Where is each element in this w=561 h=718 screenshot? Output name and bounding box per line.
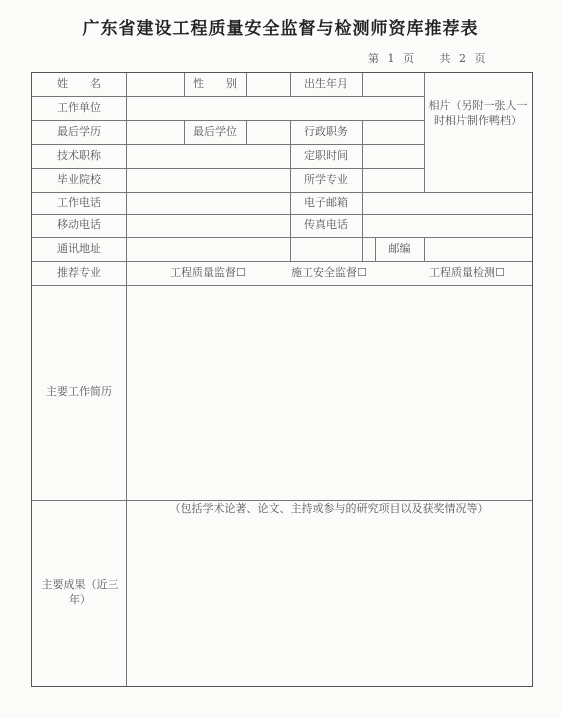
label-mobile: 移动电话 — [57, 218, 101, 232]
option-quality-supervision-label: 工程质量监督 — [170, 265, 237, 279]
address-field[interactable] — [126, 237, 375, 261]
label-education: 最后学历 — [57, 124, 101, 138]
mobile-field[interactable] — [126, 214, 290, 237]
label-title-time: 定职时间 — [304, 148, 348, 162]
label-recommend-major: 推荐专业 — [57, 265, 101, 279]
name-field[interactable] — [126, 73, 184, 96]
label-email: 电子邮箱 — [304, 195, 348, 209]
option-safety-supervision-label: 施工安全监督 — [291, 265, 358, 279]
checkbox-safety-supervision[interactable]: ☐ — [357, 265, 367, 279]
school-field[interactable] — [126, 168, 290, 192]
option-quality-supervision[interactable] — [144, 261, 272, 285]
label-resume: 主要工作简历 — [46, 385, 112, 399]
birth-field[interactable] — [362, 73, 424, 96]
resume-field[interactable] — [126, 285, 532, 500]
email-field[interactable] — [362, 192, 532, 214]
label-tech-title: 技术职称 — [57, 148, 101, 162]
label-school: 毕业院校 — [57, 172, 101, 186]
label-gender: 性 别 — [193, 77, 237, 91]
education-field[interactable] — [126, 120, 184, 144]
checkbox-quality-supervision[interactable]: ☐ — [236, 265, 246, 279]
photo-instructions: 相片（另附一张人一时相片制作鸭档） — [428, 99, 528, 127]
admin-post-field[interactable] — [362, 120, 424, 144]
achievements-note — [126, 500, 532, 516]
label-major: 所学专业 — [304, 172, 348, 186]
page-unit: 页 — [403, 52, 414, 65]
page-total: 2 — [459, 52, 466, 65]
tech-title-field[interactable] — [126, 144, 290, 168]
work-unit-field[interactable] — [126, 96, 424, 120]
fax-field[interactable] — [362, 214, 532, 237]
photo-box[interactable] — [426, 99, 530, 161]
label-name: 姓 名 — [57, 77, 101, 91]
label-work-unit: 工作单位 — [57, 100, 101, 114]
option-quality-testing[interactable] — [412, 261, 522, 285]
label-fax: 传真电话 — [304, 218, 348, 232]
work-phone-field[interactable] — [126, 192, 290, 214]
label-work-phone: 工作电话 — [57, 195, 101, 209]
label-birth: 出生年月 — [304, 77, 348, 91]
page-current: 1 — [387, 52, 395, 65]
page-indicator — [368, 50, 486, 66]
major-field[interactable] — [362, 168, 424, 192]
label-admin-post: 行政职务 — [304, 124, 348, 138]
label-degree: 最后学位 — [193, 124, 237, 138]
page-total-prefix: 共 — [439, 52, 451, 65]
title-time-field[interactable] — [362, 144, 424, 168]
label-address: 通讯地址 — [57, 241, 101, 255]
gender-field[interactable] — [246, 73, 290, 96]
page-total-unit: 页 — [474, 52, 486, 65]
page-prefix: 第 — [368, 52, 379, 65]
option-quality-testing-label: 工程质量检测 — [429, 265, 496, 279]
checkbox-quality-testing[interactable]: ☐ — [495, 265, 505, 279]
option-safety-supervision[interactable] — [279, 261, 379, 285]
form-table — [31, 72, 533, 687]
postcode-field[interactable] — [424, 237, 532, 261]
label-postcode: 邮编 — [388, 241, 411, 255]
achievements-note-text: （包括学术论著、论文、主持或参与的研究项目以及获奖情况等） — [169, 502, 489, 515]
degree-field[interactable] — [246, 120, 290, 144]
achievements-field[interactable] — [126, 518, 532, 686]
label-achievements-text: 主要成果（近三年） — [41, 578, 119, 606]
label-achievements — [38, 500, 122, 686]
form-title: 广东省建设工程质量安全监督与检测师资库推荐表 — [82, 19, 479, 39]
